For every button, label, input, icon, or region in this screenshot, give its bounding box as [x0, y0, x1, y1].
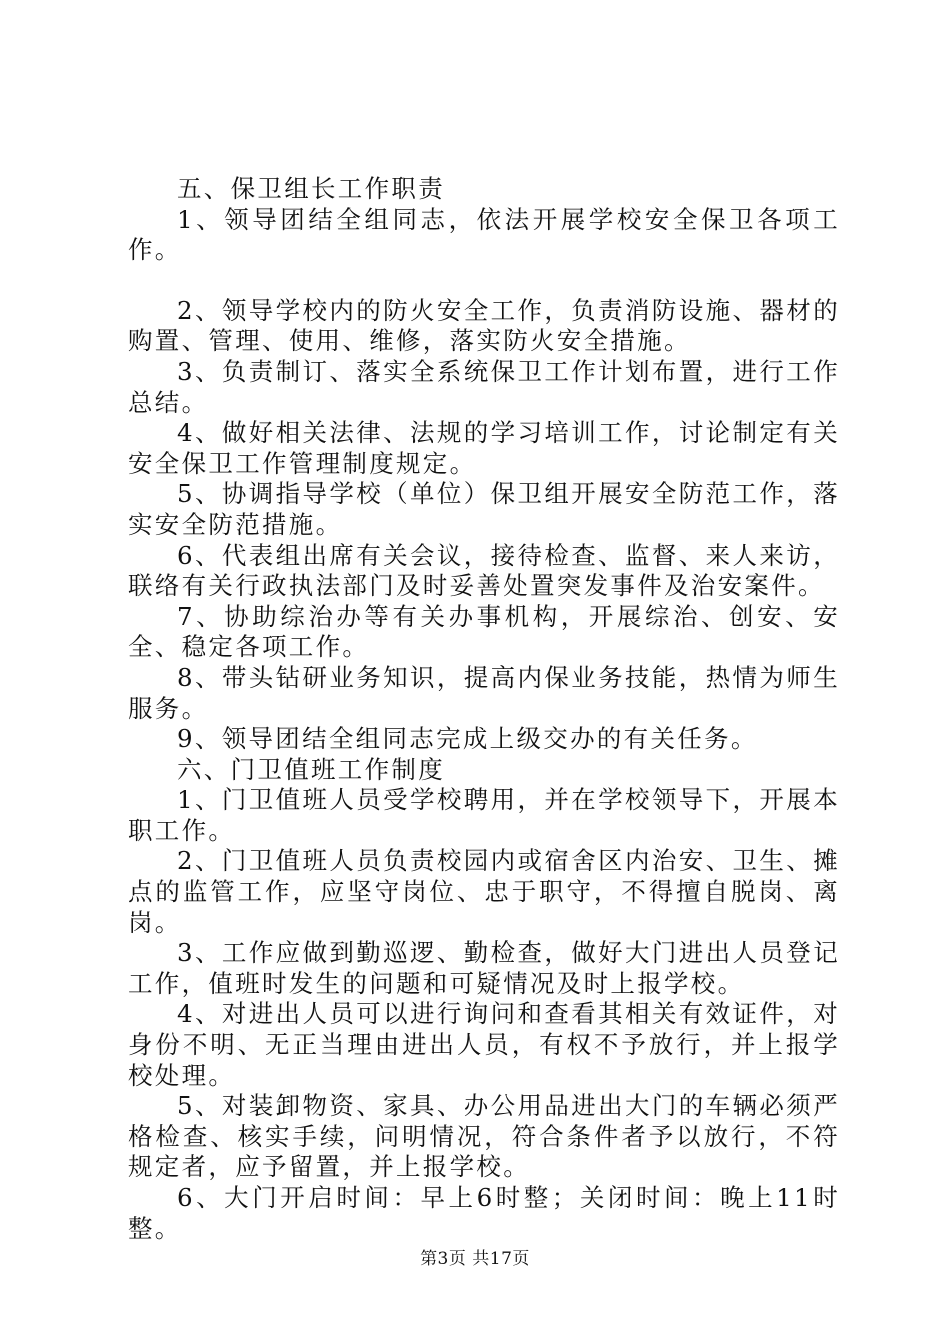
- paragraph: 8、带头钻研业务知识，提高内保业务技能，热情为师生服务。: [128, 662, 840, 723]
- paragraph: 9、领导团结全组同志完成上级交办的有关任务。: [177, 724, 758, 754]
- paragraph: 6、大门开启时间：早上6时整；关闭时间：晚上11时整。: [128, 1183, 840, 1243]
- paragraph: 2、门卫值班人员负责校园内或宿舍区内治安、卫生、摊点的监管工作，应坚守岗位、忠于职守，不得擅自脱岗、离岗。: [128, 846, 840, 937]
- paragraph: 3、负责制订、落实全系统保卫工作计划布置，进行工作总结。: [128, 356, 840, 417]
- page-number: 第3页 共17页: [420, 1249, 530, 1269]
- paragraph: 1、门卫值班人员受学校聘用，并在学校领导下，开展本职工作。: [128, 785, 840, 845]
- paragraph: 6、代表组出席有关会议，接待检查、监督、来人来访，联络有关行政执法部门及时妥善处置突发事件及治安案件。: [128, 540, 840, 601]
- paragraph: 3、工作应做到勤巡逻、勤检查，做好大门进出人员登记工作，值班时发生的问题和可疑情况及时上报学校。: [128, 938, 840, 998]
- paragraph: 5、协调指导学校（单位）保卫组开展安全防范工作，落实安全防范措施。: [128, 479, 840, 539]
- paragraph: 7、协助综治办等有关办事机构，开展综治、创安、安全、稳定各项工作。: [128, 601, 840, 662]
- paragraph: 2、领导学校内的防火安全工作，负责消防设施、器材的购置、管理、使用、维修，落实防火安全措施。: [128, 295, 840, 356]
- section-heading-5: 五、保卫组长工作职责: [177, 174, 445, 203]
- section-heading-6: 六、门卫值班工作制度: [177, 754, 445, 784]
- document-body: [128, 174, 840, 1244]
- paragraph: 5、对装卸物资、家具、办公用品进出大门的车辆必须严格检查、核实手续，问明情况，符合条件者予以放行，不符规定者，应予留置，并上报学校。: [128, 1091, 840, 1182]
- paragraph: 1、领导团结全组同志，依法开展学校安全保卫各项工作。: [128, 204, 840, 265]
- paragraph: 4、做好相关法律、法规的学习培训工作，讨论制定有关安全保卫工作管理制度规定。: [128, 418, 840, 478]
- paragraph: 4、对进出人员可以进行询问和查看其相关有效证件，对身份不明、无正当理由进出人员，有权不予放行，并上报学校处理。: [128, 999, 840, 1090]
